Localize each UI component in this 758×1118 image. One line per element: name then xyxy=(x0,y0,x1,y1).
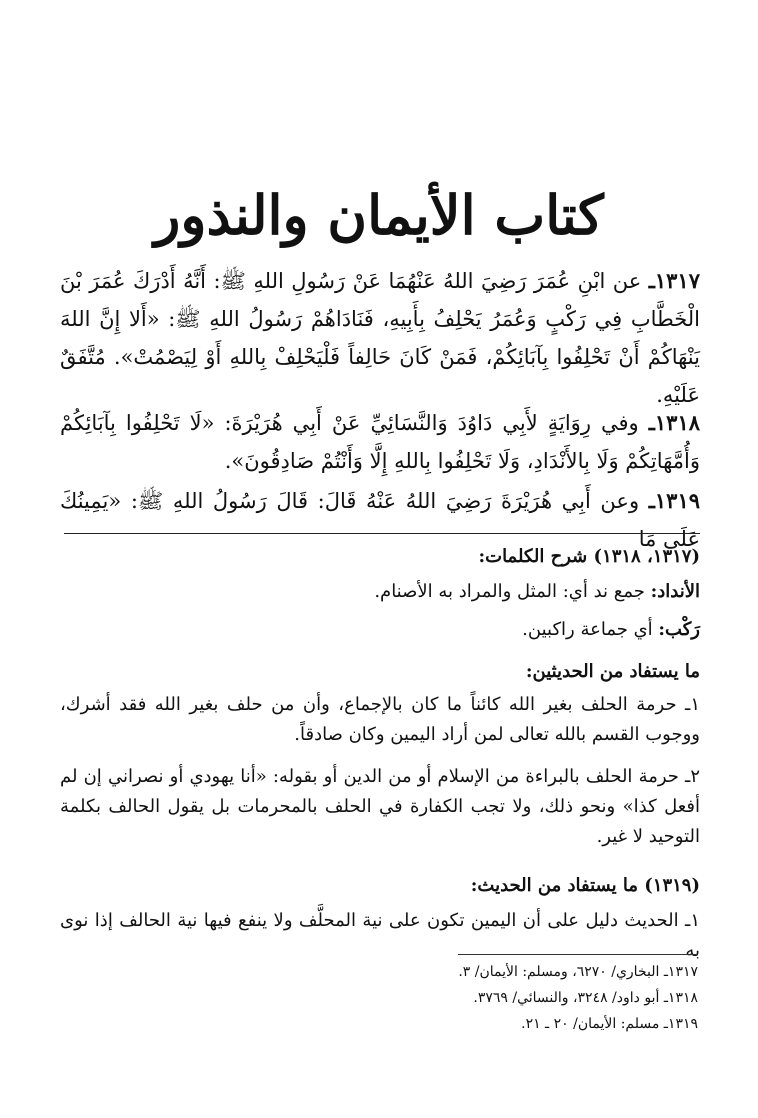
vocab-def: أي جماعة راكبين. xyxy=(522,619,653,640)
vocab-heading: (١٣١٧، ١٣١٨) شرح الكلمات: xyxy=(478,546,700,567)
benefit-item: ١ـ حرمة الحلف بغير الله كائناً ما كان بالإجماع، وأن من حلف بغير الله فقد أشرك، ووجوب القسم بالله تعالى لمن أراد اليمين وكان صادقاً. xyxy=(60,694,700,745)
benefits-heading: (١٣١٩) ما يستفاد من الحديث: xyxy=(470,875,700,896)
benefit-item: ١ـ الحديث دليل على أن اليمين تكون على نية المحلَّف ولا ينفع فيها نية الحالف إذا نوى به xyxy=(60,910,700,961)
hadith-1317 xyxy=(60,262,700,414)
vocab-item xyxy=(60,578,700,606)
vocab-item xyxy=(60,616,700,644)
vocab-def: جمع ند أي: المثل والمراد به الأصنام. xyxy=(374,581,645,602)
hadith-1318 xyxy=(60,404,700,480)
hadith-text: وفي رِوَايَةٍ لأَبِي دَاوُدَ وَالنَّسَائِيِّ عَنْ أَبِي هُرَيْرَةَ: «لَا تَحْلِفُوا بِآبَائِكُمْ وَأُمَّهَاتِكُمْ وَلَا بِالأَنْدَادِ، وَلَا تَحْلِفُوا بِاللهِ إِلَّا وَأَنْتُمْ صَادِقُونَ». xyxy=(60,411,700,473)
section-divider xyxy=(64,533,700,534)
hadith-text: عن ابْنِ عُمَرَ رَضِيَ اللهُ عَنْهُمَا عَنْ رَسُولِ اللهِ ﷺ: أَنَّهُ أَدْرَكَ عُمَرَ بْنَ الْخَطَّابِ فِي رَكْبٍ وَعُمَرُ يَحْلِفُ بِأَبِيهِ، فَنَادَاهُمْ رَسُولُ اللهِ ﷺ: «أَلا إِنَّ اللهَ يَنْهَاكُمْ أَنْ تَحْلِفُوا بِآبَائِكُمْ، فَمَنْ كَانَ حَالِفاً فَلْيَحْلِفْ بِاللهِ أَوْ لِيَصْمُتْ». مُتَّفَقٌ عَلَيْهِ. xyxy=(60,269,700,407)
chapter-title: كتاب الأيمان والنذور xyxy=(154,183,604,247)
hadith-text: وعن أَبِي هُرَيْرَةَ رَضِيَ اللهُ عَنْهُ قَالَ: قَالَ رَسُولُ اللهِ ﷺ: «يَمِينُكَ عَلَى مَا xyxy=(60,489,700,551)
hadith-number: ١٣١٧ـ xyxy=(648,268,700,293)
footnote-divider xyxy=(458,954,698,955)
benefits-heading: ما يستفاد من الحديثين: xyxy=(525,661,700,682)
footnote: ١٣١٩ـ مسلم: الأيمان/ ٢٠ ـ ٢١. xyxy=(521,1016,698,1032)
vocab-term: رَكْب: xyxy=(658,619,700,640)
hadith-number: ١٣١٨ـ xyxy=(648,410,701,435)
hadith-number: ١٣١٩ـ xyxy=(648,488,701,513)
footnote: ١٣١٨ـ أبو داود/ ٣٢٤٨، والنسائي/ ٣٧٦٩. xyxy=(473,990,698,1006)
footnote: ١٣١٧ـ البخاري/ ٦٢٧٠، ومسلم: الأيمان/ ٣. xyxy=(458,964,698,980)
vocab-term: الأنداد: xyxy=(650,581,700,602)
benefit-item: ٢ـ حرمة الحلف بالبراءة من الإسلام أو من الدين أو بقوله: «أنا يهودي أو نصراني إن لم أفعل كذا» ونحو ذلك، ولا تجب الكفارة في الحلف بالمحرمات بل يقول الحالف بكلمة التوحيد لا غير. xyxy=(60,766,700,847)
